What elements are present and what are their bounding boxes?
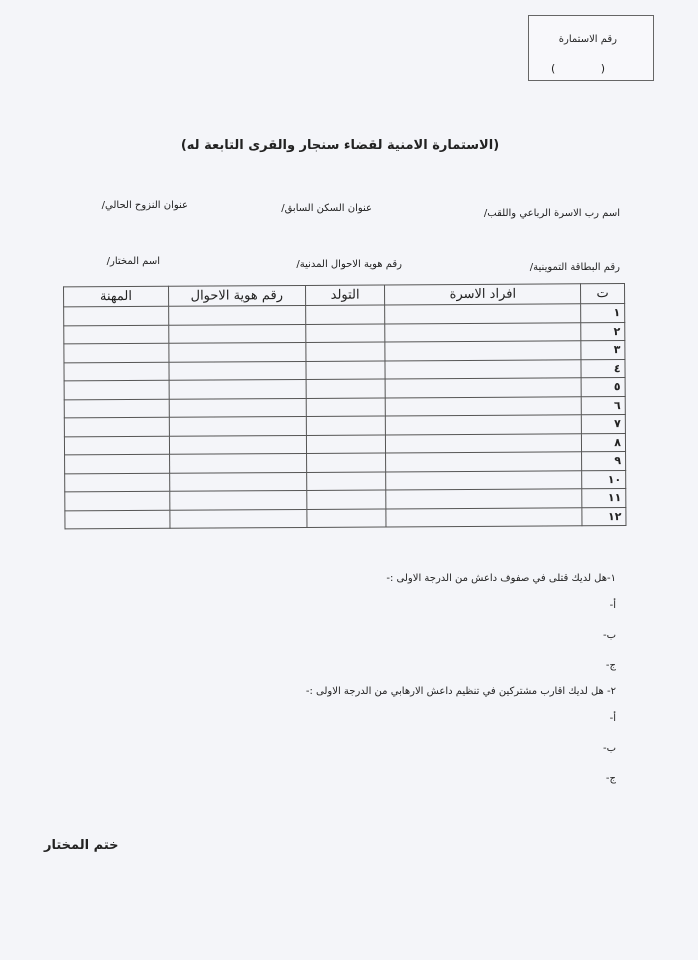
header-occupation: المهنة — [64, 286, 169, 307]
table-cell — [305, 323, 385, 342]
table-cell — [169, 453, 306, 472]
table-cell — [306, 471, 386, 490]
table-cell — [64, 325, 169, 344]
table-cell — [169, 342, 306, 361]
header-serial: ت — [581, 284, 625, 304]
table-cell — [386, 452, 582, 472]
question-1-option-a: أ- — [609, 600, 616, 611]
table-cell — [64, 380, 169, 399]
table-cell — [385, 322, 581, 342]
field-previous-address: عنوان السكن السابق/ — [281, 203, 372, 214]
table-cell — [386, 415, 582, 435]
table-cell — [169, 379, 306, 398]
field-displacement-address: عنوان النزوح الحالي/ — [101, 200, 188, 211]
field-mukhtar-name: اسم المختار/ — [106, 256, 160, 267]
row-number: ٢ — [581, 322, 625, 341]
row-number: ٤ — [581, 359, 625, 378]
table-cell — [306, 379, 386, 398]
table-cell — [385, 304, 581, 324]
table-cell — [170, 509, 307, 528]
header-birth-year: التولد — [305, 285, 385, 305]
form-number-label: رقم الاستمارة — [558, 34, 617, 45]
table-cell — [169, 416, 306, 435]
row-number: ٦ — [581, 396, 625, 415]
table-cell — [386, 470, 582, 490]
row-number: ١٠ — [582, 470, 626, 489]
table-cell — [64, 436, 169, 455]
table-cell — [65, 491, 170, 510]
table-cell — [305, 305, 385, 324]
table-cell — [64, 399, 169, 418]
question-1-option-b: ب- — [602, 630, 616, 641]
table-cell — [306, 434, 386, 453]
table-cell — [169, 324, 306, 343]
table-cell — [306, 360, 386, 379]
form-number-box — [528, 15, 654, 81]
row-number: ٥ — [581, 378, 625, 397]
table-cell — [64, 343, 169, 362]
table-cell — [306, 508, 386, 527]
table-cell — [168, 305, 305, 324]
row-number: ٨ — [581, 433, 625, 452]
table-cell — [386, 507, 582, 527]
header-id-number: رقم هوية الاحوال — [168, 285, 305, 306]
row-number: ٧ — [581, 415, 625, 434]
field-civil-id: رقم هوية الاحوال المدنية/ — [296, 259, 402, 270]
table-cell — [169, 435, 306, 454]
row-number: ١٢ — [582, 507, 626, 526]
table-cell — [306, 397, 386, 416]
table-cell — [305, 342, 385, 361]
table-row — [65, 507, 626, 529]
form-title: (الاستمارة الامنية لقضاء سنجار والقرى التابعة له) — [180, 138, 500, 153]
field-ration-card: رقم البطاقة التموينية/ — [529, 262, 620, 273]
table-cell — [65, 510, 170, 529]
table-cell — [385, 341, 581, 361]
table-cell — [170, 490, 307, 509]
family-members-table — [63, 283, 626, 529]
question-2-option-c: ج- — [605, 773, 616, 784]
table-cell — [64, 417, 169, 436]
question-2-option-b: ب- — [602, 743, 616, 754]
table-cell — [65, 473, 170, 492]
form-number-value: ( ) — [551, 62, 606, 75]
row-number: ١١ — [582, 488, 626, 507]
table-cell — [386, 396, 582, 416]
table-cell — [64, 362, 169, 381]
question-2-option-a: أ- — [609, 713, 616, 724]
table-cell — [170, 472, 307, 491]
row-number: ٩ — [582, 451, 626, 470]
table-cell — [306, 453, 386, 472]
table-cell — [65, 454, 170, 473]
table-cell — [386, 489, 582, 509]
question-2: ٢- هل لديك اقارب مشتركين في تنظيم داعش الارهابي من الدرجة الاولى :- — [305, 686, 616, 697]
question-1-option-c: ج- — [605, 660, 616, 671]
header-family-members: افراد الاسرة — [385, 284, 581, 305]
row-number: ١ — [581, 304, 625, 323]
table-cell — [306, 490, 386, 509]
table-cell — [169, 361, 306, 380]
table-cell — [386, 433, 582, 453]
table-cell — [64, 306, 169, 325]
question-1: ١-هل لديك قتلى في صفوف داعش من الدرجة الاولى :- — [386, 573, 616, 584]
table-cell — [385, 359, 581, 379]
row-number: ٣ — [581, 341, 625, 360]
field-head-name: اسم رب الاسرة الرباعي واللقب/ — [483, 208, 620, 219]
mukhtar-stamp-label: ختم المختار — [44, 838, 119, 853]
table-cell — [386, 378, 582, 398]
table-cell — [306, 416, 386, 435]
table-cell — [169, 398, 306, 417]
